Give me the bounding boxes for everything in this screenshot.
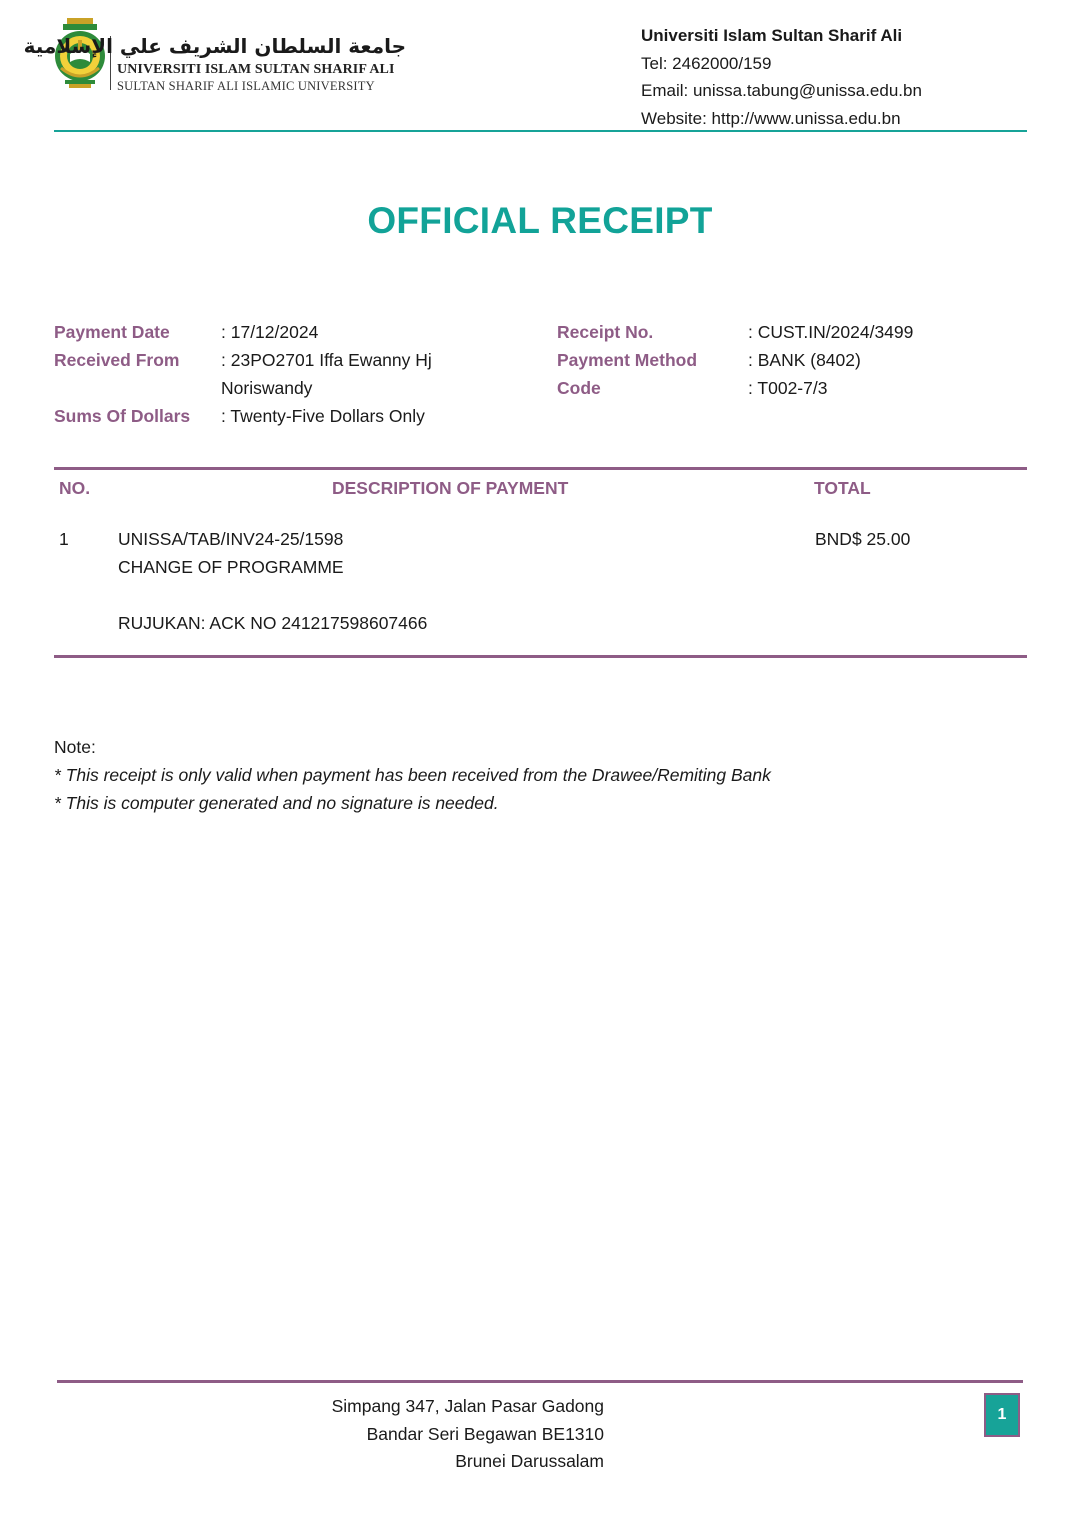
institution-name: UNIVERSITI ISLAM SULTAN SHARIF ALI [117,62,395,77]
sums-of-dollars-value: : Twenty-Five Dollars Only [221,406,425,426]
address-line-3: Brunei Darussalam [455,1451,604,1471]
row-reference: RUJUKAN: ACK NO 241217598607466 [118,613,428,633]
institution-arabic-name: جامعة السلطان الشريف علي الإسلامية [23,34,406,58]
payment-date-label: Payment Date [54,322,170,342]
footer-divider [57,1380,1023,1383]
contact-website[interactable]: Website: http://www.unissa.edu.bn [641,108,901,128]
contact-name: Universiti Islam Sultan Sharif Ali [641,26,903,45]
received-from-value-line1: : 23PO2701 Iffa Ewanny Hj [221,350,432,370]
row-number: 1 [59,529,69,549]
payment-method-label: Payment Method [557,350,698,370]
received-from-value-line2: Noriswandy [221,378,313,398]
row-description: CHANGE OF PROGRAMME [118,557,344,577]
address-line-1: Simpang 347, Jalan Pasar Gadong [331,1396,604,1416]
code-value: : T002-7/3 [748,378,828,398]
column-header-no: NO. [59,478,91,498]
receipt-no-label: Receipt No. [557,322,654,342]
row-total: BND$ 25.00 [815,529,911,549]
notes-line-1: * This receipt is only valid when payment has been received from the Drawee/Remiting Bank [54,765,771,785]
payment-date-value: : 17/12/2024 [221,322,319,342]
table-top-rule [54,467,1027,470]
institution-subtitle: SULTAN SHARIF ALI ISLAMIC UNIVERSITY [117,79,375,93]
footer-address [300,1393,604,1476]
received-from-label: Received From [54,350,180,370]
sums-of-dollars-label: Sums Of Dollars [54,406,191,426]
contact-block [641,22,922,132]
page-title: OFFICIAL RECEIPT [367,200,713,241]
notes-line-2: * This is computer generated and no signature is needed. [54,793,499,813]
payment-method-value: : BANK (8402) [748,350,861,370]
receipt-no-value: : CUST.IN/2024/3499 [748,322,914,342]
table-bottom-rule [54,655,1027,658]
notes-block [54,733,771,817]
code-label: Code [557,378,601,398]
contact-tel: Tel: 2462000/159 [641,53,772,73]
contact-email[interactable]: Email: unissa.tabung@unissa.edu.bn [641,81,922,100]
page-number-badge: 1 [984,1393,1020,1437]
notes-heading: Note: [54,737,96,757]
address-line-2: Bandar Seri Begawan BE1310 [366,1423,604,1444]
row-invoice-ref: UNISSA/TAB/INV24-25/1598 [118,529,344,549]
column-header-total: TOTAL [814,478,871,498]
column-header-description: DESCRIPTION OF PAYMENT [332,478,569,498]
header-divider [54,130,1027,132]
